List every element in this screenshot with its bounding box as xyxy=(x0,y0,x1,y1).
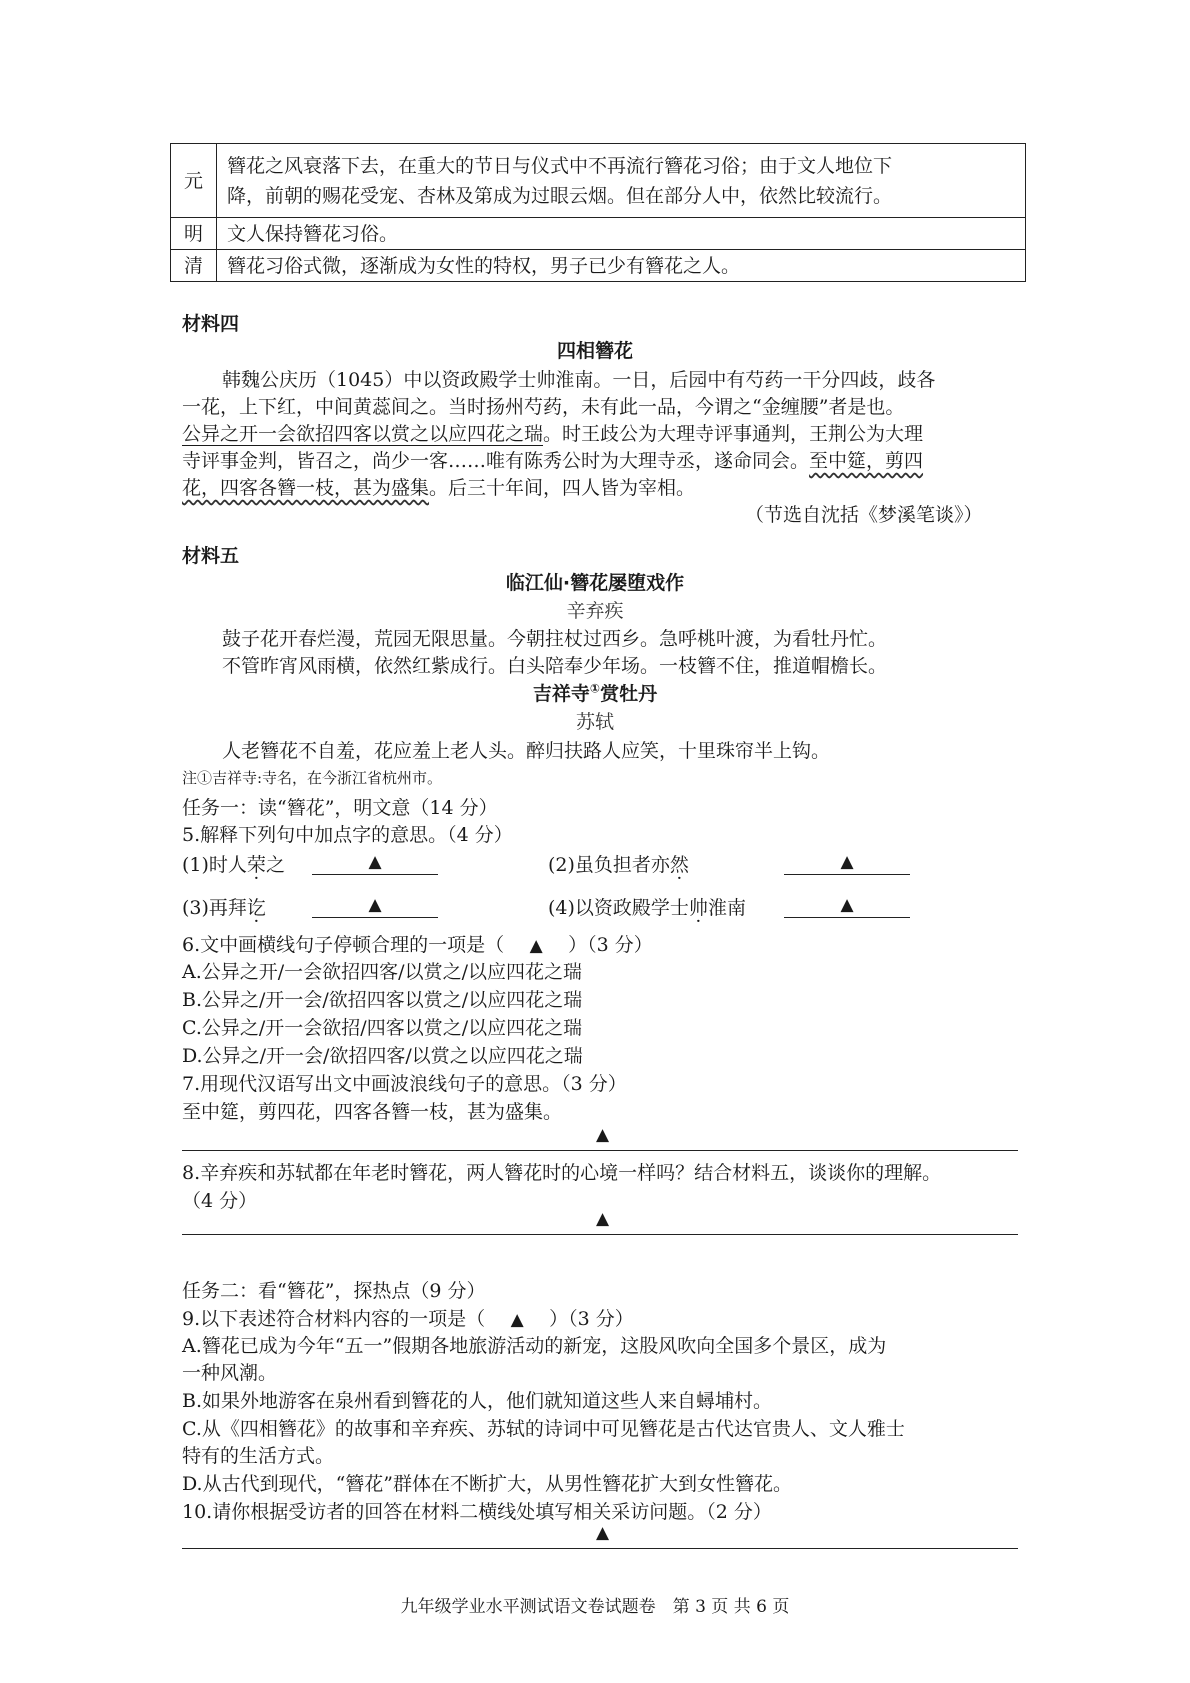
answer-blank[interactable]: ▲ xyxy=(312,850,438,875)
option[interactable]: B.公异之/开一会/欲招四客以赏之/以应四花之瑞 xyxy=(182,989,583,1011)
table-row xyxy=(171,144,1026,218)
answer-mark[interactable]: ▲ xyxy=(596,1523,610,1543)
page-footer: 九年级学业水平测试语文卷试题卷 第 3 页 共 6 页 xyxy=(400,1597,790,1617)
q5-item-1: (1)时人荣之 xyxy=(182,854,285,876)
desc-cell: 文人保持簪花习俗。 xyxy=(217,218,1026,250)
material4-line: 韩魏公庆历（1045）中以资政殿学士帅淮南。一日，后园中有芍药一干分四歧，歧各 xyxy=(222,369,936,391)
question-9: 9.以下表述符合材料内容的一项是（ ▲ ）（3 分） xyxy=(182,1308,634,1330)
q5-item-4: (4)以资政殿学士帅淮南 xyxy=(548,897,746,919)
poem2-title: 吉祥寺①赏牡丹 xyxy=(532,681,658,705)
option-cont: 一种风潮。 xyxy=(182,1362,278,1384)
answer-blank[interactable]: ▲ xyxy=(784,850,910,875)
poem-line: 人老簪花不自羞，花应羞上老人头。醉归扶路人应笑，十里珠帘半上钩。 xyxy=(222,740,831,762)
material4-line: 公异之开一会欲招四客以赏之以应四花之瑞。时王歧公为大理寺评事通判，王荆公为大理 xyxy=(182,423,924,445)
answer-mark[interactable]: ▲ xyxy=(596,1209,610,1229)
answer-line[interactable] xyxy=(182,1234,1018,1235)
dynasty-table xyxy=(170,143,1026,282)
table-row xyxy=(171,250,1026,282)
option-cont: 特有的生活方式。 xyxy=(182,1445,335,1467)
table-row xyxy=(171,218,1026,250)
option[interactable]: B.如果外地游客在泉州看到簪花的人，他们就知道这些人来自蟳埔村。 xyxy=(182,1390,773,1412)
answer-mark[interactable]: ▲ xyxy=(596,1125,610,1145)
q5-item-2: (2)虽负担者亦然 xyxy=(548,854,689,876)
answer-line[interactable] xyxy=(182,1548,1018,1549)
desc-cell xyxy=(217,144,1026,218)
desc-cell: 簪花习俗式微，逐渐成为女性的特权，男子已少有簪花之人。 xyxy=(217,250,1026,282)
option[interactable]: A.公异之开/一会欲招四客/以赏之/以应四花之瑞 xyxy=(182,961,582,983)
era-cell: 明 xyxy=(171,218,217,250)
option[interactable]: D.从古代到现代，“簪花”群体在不断扩大，从男性簪花扩大到女性簪花。 xyxy=(182,1473,793,1495)
material4-source: （节选自沈括《梦溪笔谈》） xyxy=(745,504,983,526)
option[interactable]: C.公异之/开一会欲招/四客以赏之/以应四花之瑞 xyxy=(182,1017,583,1039)
q5-item-3: (3)再拜讫 xyxy=(182,897,266,919)
poem1-author: 辛弃疾 xyxy=(566,600,624,622)
material4-title: 四相簪花 xyxy=(556,340,633,362)
q7-sentence: 至中筵，剪四花，四客各簪一枝，甚为盛集。 xyxy=(182,1101,563,1123)
desc-line: 簪花之风衰落下去，在重大的节日与仪式中不再流行簪花习俗；由于文人地位下 xyxy=(227,154,893,177)
question-10: 10.请你根据受访者的回答在材料二横线处填写相关采访问题。（2 分） xyxy=(182,1501,772,1523)
answer-blank[interactable]: ▲ xyxy=(784,893,910,918)
material4-line: 寺评事金判，皆召之，尚少一客……唯有陈秀公时为大理寺丞，遂命同会。至中筵，剪四 xyxy=(182,450,924,472)
material4-line: 花，四客各簪一枝，甚为盛集。后三十年间，四人皆为宰相。 xyxy=(182,477,696,499)
question-7: 7.用现代汉语写出文中画波浪线句子的意思。（3 分） xyxy=(182,1073,627,1095)
wavy-sentence: 至中筵，剪四 xyxy=(809,450,924,472)
option[interactable]: D.公异之/开一会/欲招四客/以赏之以应四花之瑞 xyxy=(182,1045,583,1067)
task2-heading: 任务二：看“簪花”，探热点（9 分） xyxy=(182,1280,486,1302)
question-6: 6.文中画横线句子停顿合理的一项是（ ▲ ）（3 分） xyxy=(182,934,653,956)
era-cell: 元 xyxy=(171,144,217,218)
task1-heading: 任务一：读“簪花”，明文意（14 分） xyxy=(182,797,498,819)
poem1-title: 临江仙·簪花屡堕戏作 xyxy=(505,572,685,594)
poem2-author: 苏轼 xyxy=(575,711,614,733)
material4-label: 材料四 xyxy=(182,313,240,335)
question-8: 8.辛弃疾和苏轼都在年老时簪花，两人簪花时的心境一样吗？结合材料五，谈谈你的理解。 xyxy=(182,1162,942,1184)
poem-line: 不管昨宵风雨横，依然红紫成行。白头陪奉少年场。一枝簪不住，推道帽檐长。 xyxy=(222,655,888,677)
answer-line[interactable] xyxy=(182,1150,1018,1151)
question-5: 5.解释下列句中加点字的意思。（4 分） xyxy=(182,824,513,846)
option[interactable]: C.从《四相簪花》的故事和辛弃疾、苏轼的诗词中可见簪花是古代达官贵人、文人雅士 xyxy=(182,1418,905,1440)
material5-label: 材料五 xyxy=(182,545,240,567)
option[interactable]: A.簪花已成为今年“五一”假期各地旅游活动的新宠，这股风吹向全国多个景区，成为 xyxy=(182,1335,887,1357)
answer-mark[interactable]: ▲ xyxy=(529,936,543,956)
poem-line: 鼓子花开春烂漫，荒园无限思量。今朝拄杖过西乡。急呼桃叶渡，为看牡丹忙。 xyxy=(222,628,888,650)
answer-mark[interactable]: ▲ xyxy=(510,1310,524,1330)
footnote: 注①吉祥寺:寺名，在今浙江省杭州市。 xyxy=(182,769,443,787)
material4-line: 一花，上下红，中间黄蕊间之。当时扬州芍药，未有此一品，今谓之“金缠腰”者是也。 xyxy=(182,396,905,418)
desc-line: 降，前朝的赐花受宠、杏林及第成为过眼云烟。但在部分人中，依然比较流行。 xyxy=(227,184,893,207)
wavy-sentence: 花，四客各簪一枝，甚为盛集 xyxy=(182,477,430,499)
era-cell: 清 xyxy=(171,250,217,282)
underlined-sentence: 公异之开一会欲招四客以赏之以应四花之瑞 xyxy=(182,423,544,445)
answer-blank[interactable]: ▲ xyxy=(312,893,438,918)
question-8-score: （4 分） xyxy=(182,1190,258,1212)
